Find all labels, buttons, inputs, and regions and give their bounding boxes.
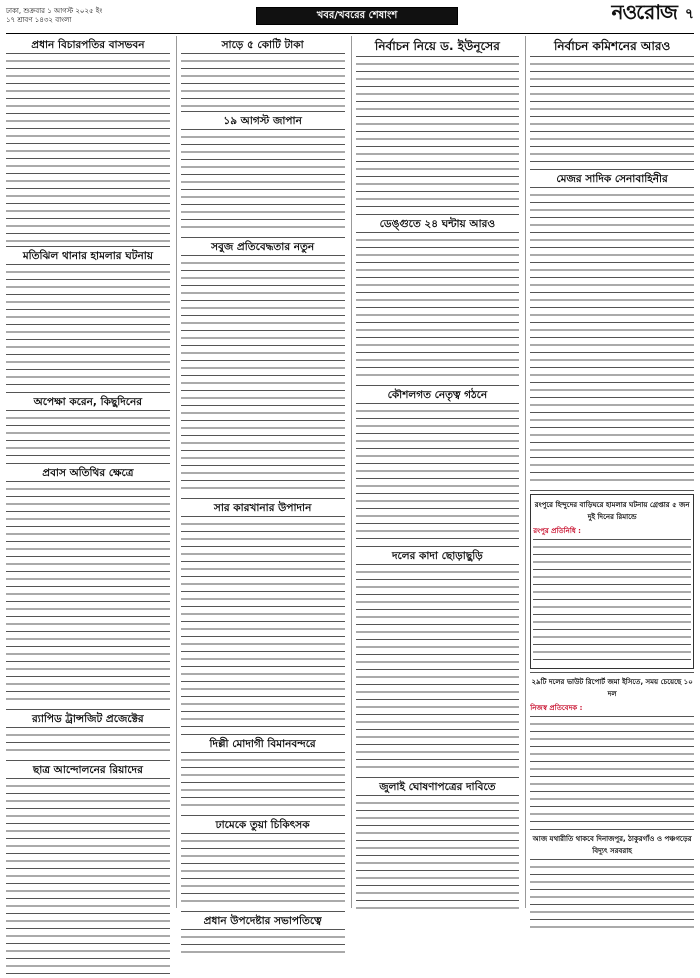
divider (6, 709, 170, 710)
headline-green-commitment: সবুজ প্রতিবেদ্ধতার নতুন (211, 241, 315, 253)
column-1 (6, 36, 170, 908)
headline-major-sadik: মেজর সাদিক সেনাবাহিনীর (556, 173, 668, 185)
article-body (356, 56, 520, 211)
headline-election-commission: নির্বাচন কমিশনের আরও (553, 39, 671, 53)
headline-expat-guest: প্রবাস অতিথির ক্ষেত্রে (42, 467, 134, 479)
article-body (530, 859, 694, 934)
article-body (181, 929, 345, 959)
divider (6, 463, 170, 464)
divider (181, 734, 345, 735)
divider (181, 815, 345, 816)
article-body (6, 727, 170, 757)
divider (6, 246, 170, 247)
header-rule (6, 33, 694, 34)
article-body (356, 795, 520, 910)
divider (530, 672, 694, 673)
headline-delhi-airport: দিল্লী মোদাগী বিমানবন্দরে (209, 738, 316, 750)
byline-rangpur: রংপুর প্রতিনিধি : (533, 527, 581, 535)
date-gregorian: ঢাকা, শুক্রবার ১ আগস্ট ২০২৫ ইং (6, 7, 103, 15)
article-body (181, 752, 345, 812)
divider (530, 490, 694, 491)
divider (356, 385, 520, 386)
headline-fertilizer-factory: সার কারখানার উপাদান (213, 502, 312, 514)
headline-july-declaration: জুলাই ঘোষণাপত্রের দাবিতে (379, 781, 496, 793)
article-body (6, 481, 170, 706)
headline-motijheel-attack: মতিঝিল থানার হামলার ঘটনায় (22, 250, 153, 262)
headline-election-yunus: নির্বাচন নিয়ে ড. ইউনূসের (374, 39, 500, 53)
headline-29-parties-report: ২৯টি দলের ভাউট রিপোর্ট জমা ইসিতে, সময় চেয়েছে ১০ দল (531, 678, 693, 698)
divider (356, 777, 520, 778)
masthead (611, 0, 695, 25)
headline-strategic-leadership: কৌশলগত নেতৃত্ব গঠনে (387, 389, 488, 401)
divider (181, 911, 345, 912)
headline-dengue-24-hours: ডেঙ্গুতে ২৪ ঘন্টায় আরও (379, 218, 496, 230)
column-2 (176, 36, 345, 927)
article-body (181, 53, 345, 108)
article-body (356, 232, 520, 382)
article-body (6, 410, 170, 460)
divider (181, 237, 345, 238)
column-4 (525, 36, 694, 908)
article-body (181, 833, 345, 908)
headline-rangpur-attack: রংপুরে হিন্দুদের বাড়িঘরে হামলার ঘটনায় গ্রেপ্তার ৫ জন দুই দিনের রিমান্ডে (534, 501, 690, 521)
divider (181, 111, 345, 112)
headline-party-mudslinging: দলের কাদা ছোড়াছুড়ি (392, 550, 483, 562)
headline-chief-justice-residence: প্রধান বিচারপতির বাসভবন (31, 39, 145, 51)
article-body (530, 187, 694, 487)
headline-wait-some-days: অপেক্ষা করেন, কিছুদিনের (33, 396, 143, 408)
divider (530, 829, 694, 830)
headline-student-movement-riyad: ছাত্র আন্দোলনের রিয়াদের (32, 764, 143, 776)
section-label: খবর/খবরের শেষাংশ (256, 7, 458, 25)
article-body (6, 264, 170, 389)
column-3 (351, 36, 520, 908)
divider (530, 169, 694, 170)
top-bar (6, 0, 694, 33)
article-body (533, 539, 691, 664)
headline-august-19-japan: ১৯ আগস্ট জাপান (223, 115, 302, 127)
headline-dmc-fake-doctor: ঢামেকে তুয়া চিকিৎসক (215, 819, 310, 831)
article-body (6, 778, 170, 978)
newspaper-logo: নওরোজ (611, 0, 677, 24)
article-body (530, 56, 694, 166)
date-line (6, 3, 156, 25)
date-bangla: ১৭ শ্রাবণ ১৪৩২ বাংলা (6, 16, 72, 24)
divider (181, 498, 345, 499)
article-body (356, 403, 520, 543)
article-body (530, 716, 694, 826)
rangpur-article-box (530, 494, 694, 669)
byline-staff: নিজস্ব প্রতিবেদক : (530, 704, 583, 712)
divider (356, 214, 520, 215)
headline-rapid-transit: র‍্যাপিড ট্রান্সজিট প্রজেক্টের (32, 713, 144, 725)
divider (6, 392, 170, 393)
divider (6, 760, 170, 761)
divider (356, 546, 520, 547)
article-body (181, 516, 345, 731)
columns (6, 36, 694, 927)
headline-chief-adviser-chair: প্রধান উপদেষ্টার সভাপতিত্বে (203, 915, 322, 927)
page-number: ৭ (684, 6, 694, 22)
headline-five-half-crore: সাড়ে ৫ কোটি টাকা (221, 39, 304, 51)
article-body (6, 53, 170, 243)
headline-dinajpur-power: আজ যথারীতি থাকবে দিনাজপুর, ঠাকুরগাঁও ও পঞ্চগড়ের বিদ্যুৎ সরবরাহ (532, 835, 692, 855)
article-body (181, 129, 345, 234)
article-body (181, 255, 345, 495)
article-body (356, 564, 520, 774)
